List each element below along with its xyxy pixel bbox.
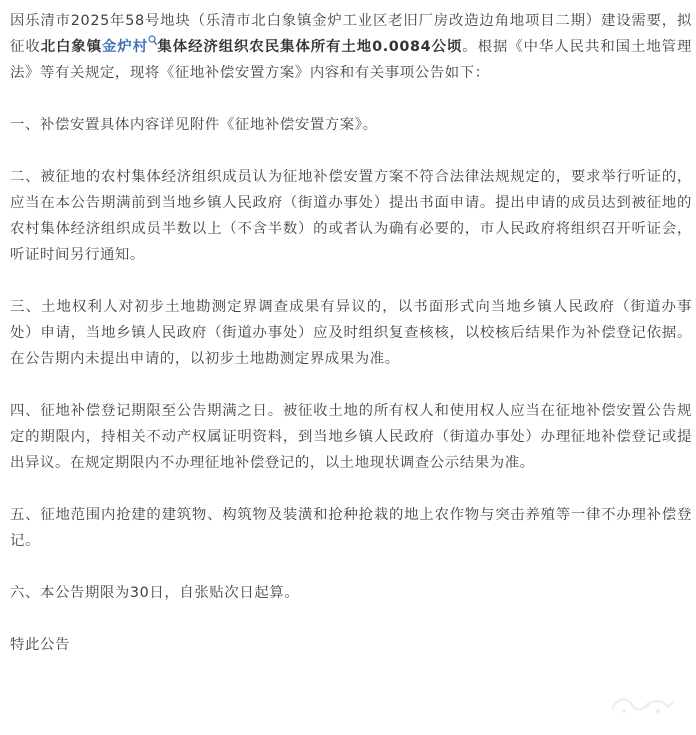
place-b: 集体经济组织农民集体所有土地0.0084公顷: [157, 39, 463, 55]
item-paragraph: 三、土地权利人对初步土地勘测定界调查成果有异议的，以书面形式向当地乡镇人民政府（街道办事处）申请，当地乡镇人民政府（街道办事处）应及时组织复查核核，以校核后结果作为补偿登记依据。在公告期内未提出申请的，以初步土地勘测定界成果为准。: [10, 299, 692, 367]
closing-text: 特此公告: [10, 637, 70, 653]
intro-text-a: 因乐清市2025年58号地块（乐清市北白象镇金炉工业区老旧厂房改造边角地项目二期）建设需要，拟征收: [10, 13, 692, 55]
intro-text-b: 。根据《中华人民共和国土地管理法》等有关规定，现将《征地补偿安置方案》内容和有关事项公告如下：: [10, 39, 692, 81]
item-paragraph: 一、补偿安置具体内容详见附件《征地补偿安置方案》。: [10, 117, 378, 133]
place-a: 北白象镇: [40, 39, 103, 55]
item-paragraph: 六、本公告期限为30日，自张贴次日起算。: [10, 585, 300, 601]
item-paragraph: 五、征地范围内抢建的建筑物、构筑物及装潢和抢种抢栽的地上农作物与突击养殖等一律不办理补偿登记。: [10, 507, 692, 549]
announcement-body: [10, 8, 692, 658]
place-link[interactable]: 金炉村: [102, 39, 149, 55]
search-icon[interactable]: [148, 35, 157, 47]
item-paragraph: 二、被征地的农村集体经济组织成员认为征地补偿安置方案不符合法律法规规定的，要求举行听证的，应当在本公告期满前到当地乡镇人民政府（街道办事处）提出书面申请。提出申请的成员达到被征地的农村集体经济组织成员半数以上（不含半数）的或者认为确有必要的，市人民政府将组织召开听证会，听证时间另行通知。: [10, 169, 692, 263]
watermark-logo-icon: [608, 691, 678, 717]
intro-paragraph: [10, 8, 692, 86]
item-paragraph: 四、征地补偿登记期限至公告期满之日。被征收土地的所有权人和使用权人应当在征地补偿安置公告规定的期限内，持相关不动产权属证明资料，到当地乡镇人民政府（街道办事处）办理征地补偿登记或提出异议。在规定期限内不办理征地补偿登记的，以土地现状调查公示结果为准。: [10, 403, 692, 471]
